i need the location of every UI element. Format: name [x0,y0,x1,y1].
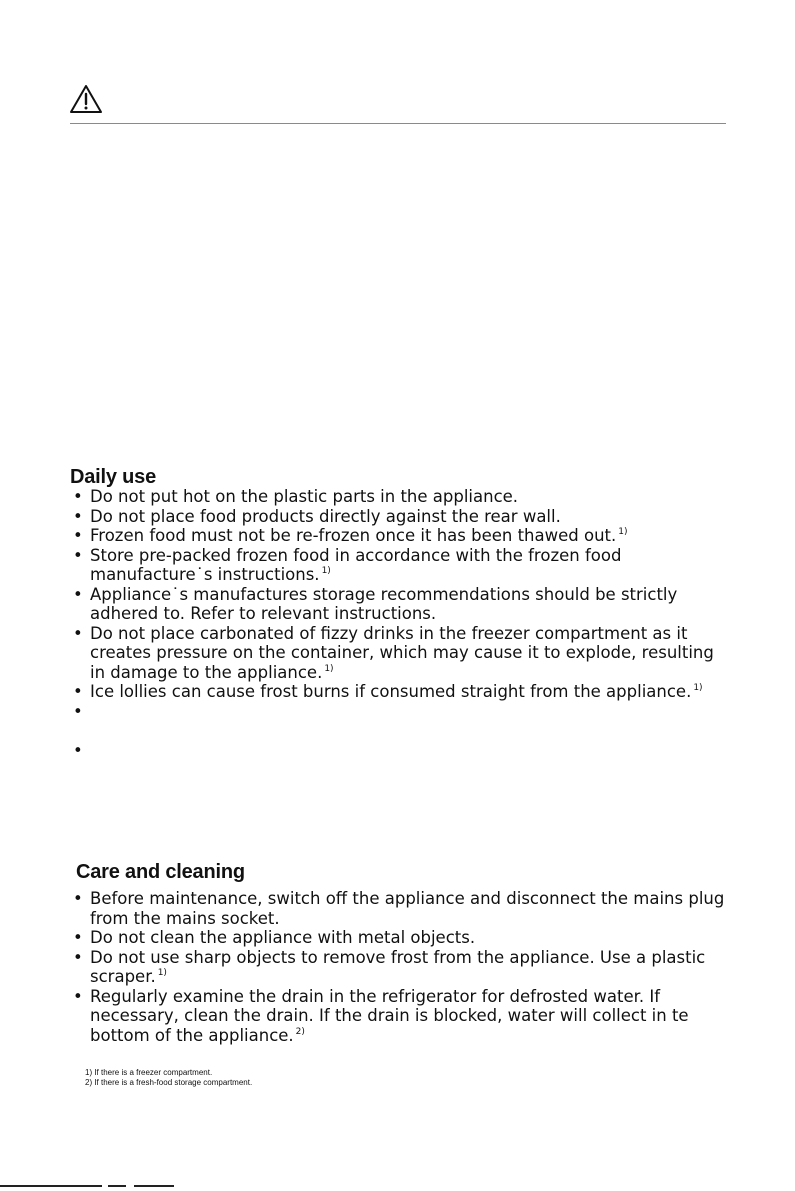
list-item-text: Frozen food must not be re-frozen once it has been thawed out. [90,526,617,545]
list-item [73,546,733,585]
bullet-glyph: • [73,986,83,1006]
footnote-ref: 1) [157,968,167,978]
daily-use-list [73,487,733,780]
care-and-cleaning-list [73,889,733,1045]
list-item-text: Do not place carbonated of fizzy drinks in the freezer compartment as it creates pressure on the container, which may cause it to explode, resulting in damage to the appliance. [90,623,714,682]
list-item-text: Ice lollies can cause frost burns if consumed straight from the appliance. [90,682,692,701]
list-item [73,487,733,507]
list-item [73,889,733,928]
list-item [73,624,733,683]
footnote-ref: 1) [324,663,334,674]
page-bottom-mark [134,1185,174,1187]
footnote: 1) If there is a freezer compartment. [85,1068,213,1077]
list-item [73,741,733,780]
bullet-glyph: • [73,740,83,760]
page-bottom-mark [0,1185,102,1187]
list-item [73,585,733,624]
bullet-glyph: • [73,623,83,643]
footnotes [85,1068,252,1087]
list-item [73,702,733,741]
footnote-ref: 2) [295,1026,305,1037]
footnote-ref: 1) [618,527,628,537]
bullet-glyph: • [73,526,83,545]
list-item-text: Regularly examine the drain in the refrigerator for defrosted water. If necessary, clean the drain. If the drain is blocked, water will collect in te bottom of the appliance. [90,986,689,1045]
bullet-glyph: • [73,506,83,526]
bullet-glyph: • [73,584,83,604]
list-item [73,682,733,702]
list-item-text: Do not clean the appliance with metal objects. [90,928,476,947]
bullet-glyph: • [73,928,83,947]
list-item [73,526,733,546]
list-item-text: Before maintenance, switch off the appliance and disconnect the mains plug from the mains socket. [90,889,725,928]
list-item-text: Do not place food products directly against the rear wall. [90,506,561,526]
list-item-text: Appliance˙s manufactures storage recommendations should be strictly adhered to. Refer to relevant instructions. [90,584,678,623]
page-bottom-mark [108,1185,126,1187]
list-item-text: Store pre-packed frozen food in accordance with the frozen food manufacture˙s instructions. [90,545,622,584]
list-item-text: Do not put hot on the plastic parts in the appliance. [90,487,519,506]
bullet-glyph: • [73,487,83,506]
header-divider [70,123,726,124]
care-and-cleaning-heading: Care and cleaning [76,861,245,883]
warning-triangle-icon [69,84,103,114]
bullet-glyph: • [73,682,83,701]
bullet-glyph: • [73,889,83,908]
footnote-ref: 1) [321,566,331,576]
footnote: 2) If there is a fresh-food storage compartment. [85,1077,253,1087]
bullet-glyph: • [73,545,83,565]
list-item-text: Do not use sharp objects to remove frost from the appliance. Use a plastic scraper. [90,947,706,986]
footnote-ref: 1) [693,683,703,693]
bullet-glyph: • [73,701,83,721]
list-item [73,948,733,987]
bullet-glyph: • [73,947,83,967]
daily-use-heading: Daily use [70,466,157,488]
list-item [73,928,733,948]
list-item [73,987,733,1046]
list-item [73,507,733,527]
